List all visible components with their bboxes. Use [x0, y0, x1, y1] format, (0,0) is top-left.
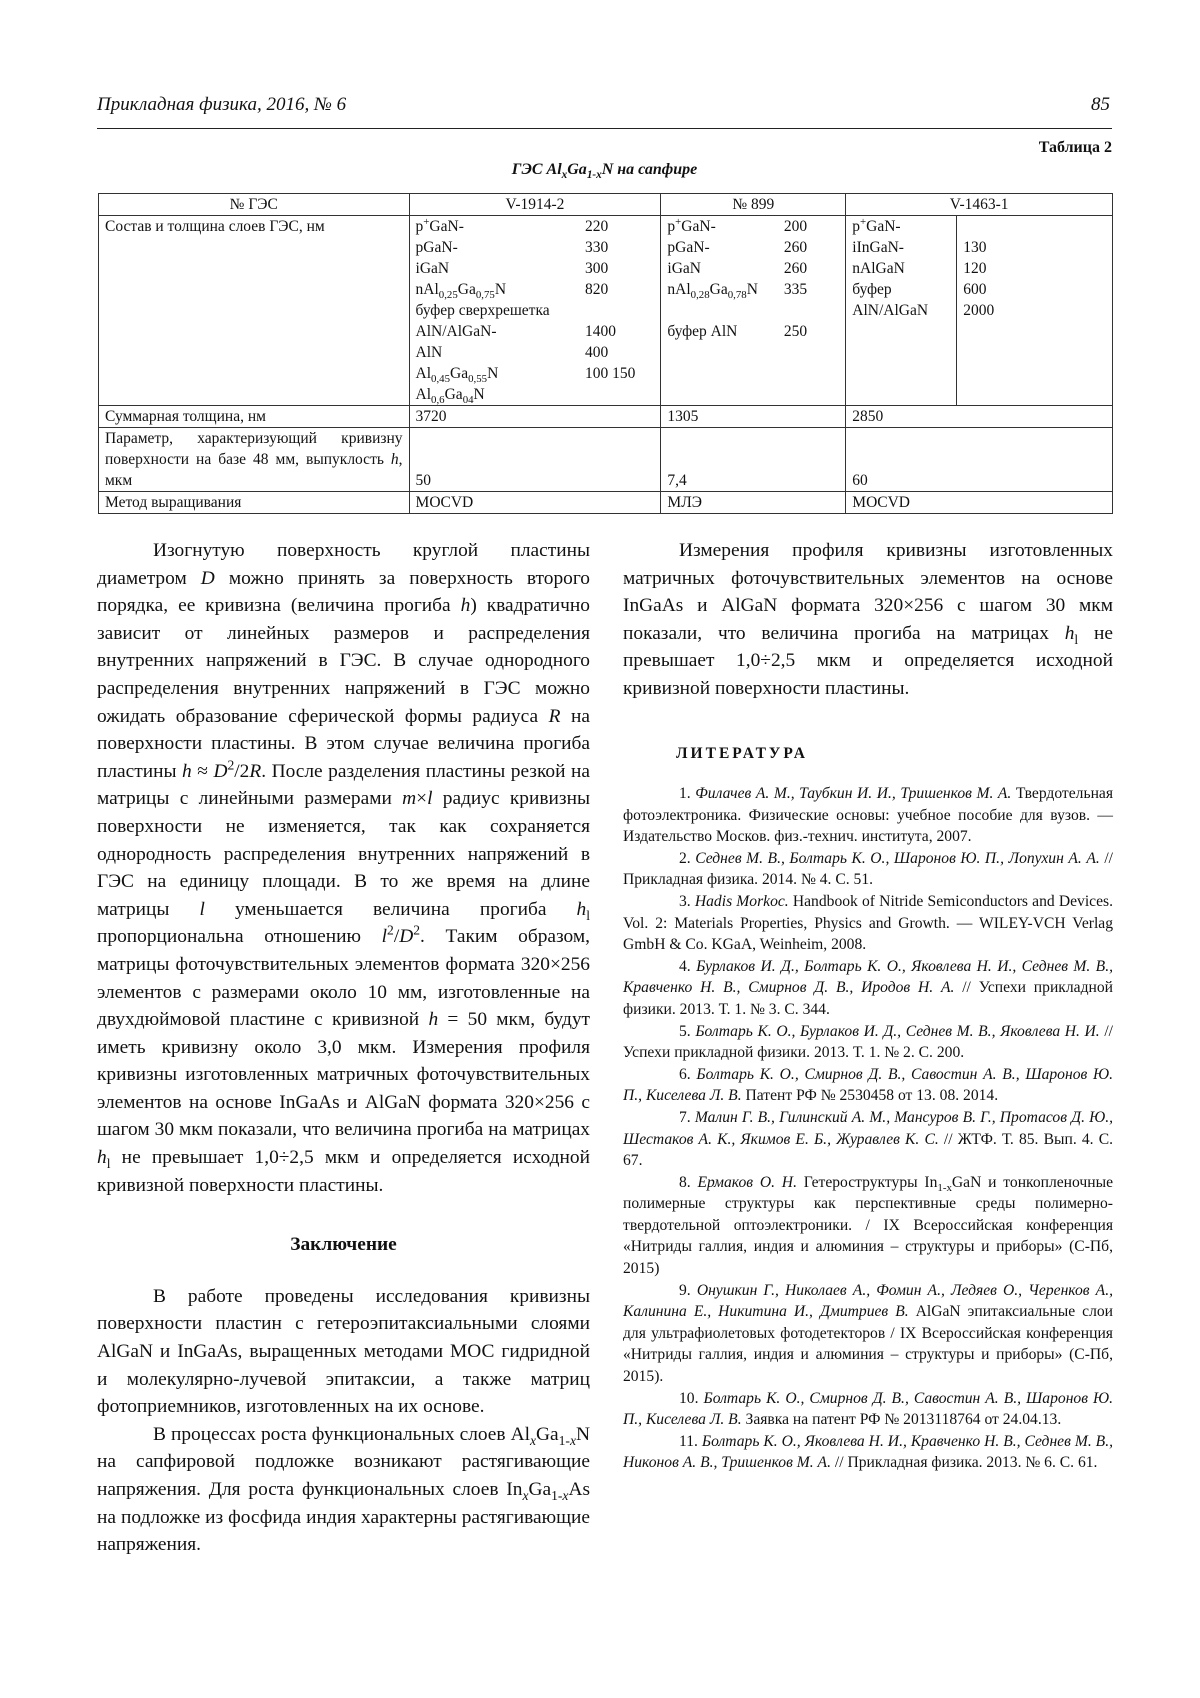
reference-item: 8. Ермаков О. Н. Гетероструктуры $In_{1-x}GaN$ и тонкопленочные полимерные структуры как перспективные среды полимерно-твердотельной оптоэлектроники. / IX Всероссийская конференция «Нитриды галлия, индия и алюминия – структуры и приборы» (С-Пб, 2015): [623, 1173, 1113, 1278]
thickness-cell: 220 330 300 820 1400 400 100 150: [579, 216, 661, 406]
layers-cell: p+GaN- iInGaN- nAlGaN буфер AlN/AlGaN: [846, 216, 957, 406]
column-header: V-1463-1: [846, 194, 1113, 216]
table-row-total: [99, 406, 1113, 428]
table-cell: MOCVD: [846, 492, 1113, 514]
reference-item: 3. Hadis Morkoc. Handbook of Nitride Semiconductors and Devices. Vol. 2: Materials Properties, Physics and Growth. — WILEY-VCH Verlag GmbH & Co. KGaA, Weinheim, 2008.: [623, 892, 1113, 954]
column-header: V-1914-2: [409, 194, 661, 216]
reference-item: 1. Филачев А. М., Таубкин И. И., Тришенков М. А. Твердотельная фотоэлектроника. Физические основы: учебное пособие для вузов. — Издательство Москов. физ.-технич. института, 2007.: [623, 785, 1114, 846]
table-cell: 1305: [661, 406, 846, 428]
table-cell: 60: [846, 428, 1113, 492]
reference-item: 11. Болтарь К. О., Яковлева Н. И., Кравченко Н. В., Седнев М. В., Никонов А. В., Тришенков М. А. // Прикладная физика. 2013. № 6. С. 61.: [623, 1432, 1114, 1472]
table-row-method: [99, 492, 1113, 514]
right-column: [623, 537, 1113, 703]
reference-item: 9. Онушкин Г., Николаев А., Фомин А., Ледяев О., Черенков А., Калинина Е., Никитина И., Дмитриев В. AlGaN эпитаксиальные слои для ультрафиолетовых фотодетекторов / IX Всероссийская конференция «Нитриды галлия, индия и алюминия – структуры и приборы» (С-Пб, 2015).: [623, 1281, 1113, 1386]
left-column: [97, 537, 590, 1559]
table-row-layers: [99, 216, 1113, 406]
reference-item: 2. Седнев М. В., Болтарь К. О., Шаронов Ю. П., Лопухин А. А. // Прикладная физика. 2014. № 4. С. 51.: [623, 849, 1113, 889]
reference-item: 5. Болтарь К. О., Бурлаков И. Д., Седнев М. В., Яковлева Н. И. // Успехи прикладной физики. 2013. Т. 1. № 2. С. 200.: [623, 1022, 1113, 1062]
column-header: № 899: [661, 194, 846, 216]
table-row-curvature: [99, 428, 1113, 492]
reference-item: 10. Болтарь К. О., Смирнов Д. В., Савостин А. В., Шаронов Ю. П., Киселева Л. В. Заявка на патент РФ № 2013118764 от 24.04.13.: [623, 1389, 1114, 1429]
thickness-cell: 130 120 600 2000: [957, 216, 1113, 406]
table-label: Таблица 2: [1038, 139, 1112, 156]
references-heading: ЛИТЕРАТУРА: [676, 745, 808, 762]
conclusion-heading: Заключение: [290, 1234, 397, 1256]
page-number: 85: [1091, 94, 1110, 115]
heterostructure-table: [98, 193, 1113, 514]
body-paragraph: В работе проведены исследования кривизны поверхности пластин с гетероэпитаксиальными слоями AlGaN и InGaAs, выращенных методами МОС гидридной и молекулярно-лучевой эпитаксии, а также матриц фотоприемников, изготовленных на их основе.: [97, 1285, 590, 1418]
running-header: [97, 88, 1112, 129]
table-header-row: [99, 194, 1113, 216]
thickness-cell: 200 260 260 335 250: [778, 216, 846, 406]
table-cell: 7,4: [661, 428, 846, 492]
body-paragraph: В процессах роста функциональных слоев $Al_xGa_{1-x}N$ на сапфировой подложке возникают растягивающие напряжения. Для роста функциональных слоев $In_xGa_{1-x}As$ на подложке из фосфида индия характерны растягивающие напряжения.: [97, 1423, 590, 1556]
row-label: Параметр, характеризующий кривизну поверхности на базе 48 мм, выпуклость h, мкм: [99, 428, 410, 492]
row-label: Суммарная толщина, нм: [99, 406, 410, 428]
table-cell: МЛЭ: [661, 492, 846, 514]
reference-item: 4. Бурлаков И. Д., Болтарь К. О., Яковлева Н. И., Седнев М. В., Кравченко Н. В., Смирнов Д. В., Иродов Н. А. // Успехи прикладной физики. 2013. Т. 1. № 3. С. 344.: [623, 957, 1114, 1018]
reference-list: [623, 783, 1113, 1474]
table-title: ГЭС $Al_xGa_{1-x}N$ на сапфире: [511, 161, 698, 182]
layers-cell: p+GaN- pGaN- iGaN $nAl_{0,28}Ga_{0,78}N$ буфер AlN: [661, 216, 778, 406]
reference-item: 6. Болтарь К. О., Смирнов Д. В., Савостин А. В., Шаронов Ю. П., Киселева Л. В. Патент РФ № 2530458 от 13. 08. 2014.: [623, 1065, 1113, 1105]
table-cell: MOCVD: [409, 492, 661, 514]
column-header: № ГЭС: [99, 194, 410, 216]
journal-title: Прикладная физика, 2016, № 6: [97, 94, 347, 115]
reference-item: 7. Малин Г. В., Гилинский А. М., Мансуров В. Г., Протасов Д. Ю., Шестаков А. К., Якимов Е. Б., Журавлев К. С. // ЖТФ. Т. 85. Вып. 4. С. 67.: [623, 1108, 1113, 1170]
body-paragraph: Измерения профиля кривизны изготовленных матричных фоточувствительных элементов на основе InGaAs и AlGaN формата 320×256 с шагом 30 мкм показали, что величина прогиба на матрицах $h_l$ не превышает 1,0÷2,5 мкм и определяется исходной кривизной поверхности пластины.: [623, 540, 1113, 699]
table-cell: 50: [409, 428, 661, 492]
table-cell: 3720: [409, 406, 661, 428]
row-label: Состав и толщина слоев ГЭС, нм: [99, 216, 410, 406]
row-label: Метод выращивания: [99, 492, 410, 514]
layers-cell: p+GaN- pGaN- iGaN $nAl_{0,25}Ga_{0,75}N$ буфер сверхрешетка AlN/AlGaN- AlN $Al_{0,45}Ga_{0,55}N$ $Al_{0,6}Ga_{04}N$: [409, 216, 579, 406]
table-cell: 2850: [846, 406, 1113, 428]
body-paragraph: Изогнутую поверхность круглой пластины диаметром D можно принять за поверхность второго порядка, ее кривизна (величина прогиба h) квадратично зависит от линейных размеров и распределения внутренних напряжений в ГЭС. В случае однородного распределения внутренних напряжений в ГЭС можно ожидать образование сферической формы радиуса R на поверхности пластины. В этом случае величина прогиба пластины $h \approx D^2/2R$. После разделения пластины резкой на матрицы с линейными размерами m×l радиус кривизны поверхности не изменяется, так как сохраняется однородность распределения внутренних напряжений в ГЭС на единицу площади. В то же время на длине матрицы l уменьшается величина прогиба $h_l$ пропорциональна отношению $l^2/D^2$. Таким образом, матрицы фоточувствительных элементов формата 320×256 элементов с размерами около 10 мм, изготовленные на двухдюймовой пластине с кривизной h = 50 мкм, будут иметь кривизну около 3,0 мкм. Измерения профиля кривизны изготовленных матричных фоточувствительных элементов на основе InGaAs и AlGaN формата 320×256 с шагом 30 мкм показали, что величина прогиба на матрицах $h_l$ не превышает 1,0÷2,5 мкм и определяется исходной кривизной поверхности пластины.: [97, 540, 590, 1196]
